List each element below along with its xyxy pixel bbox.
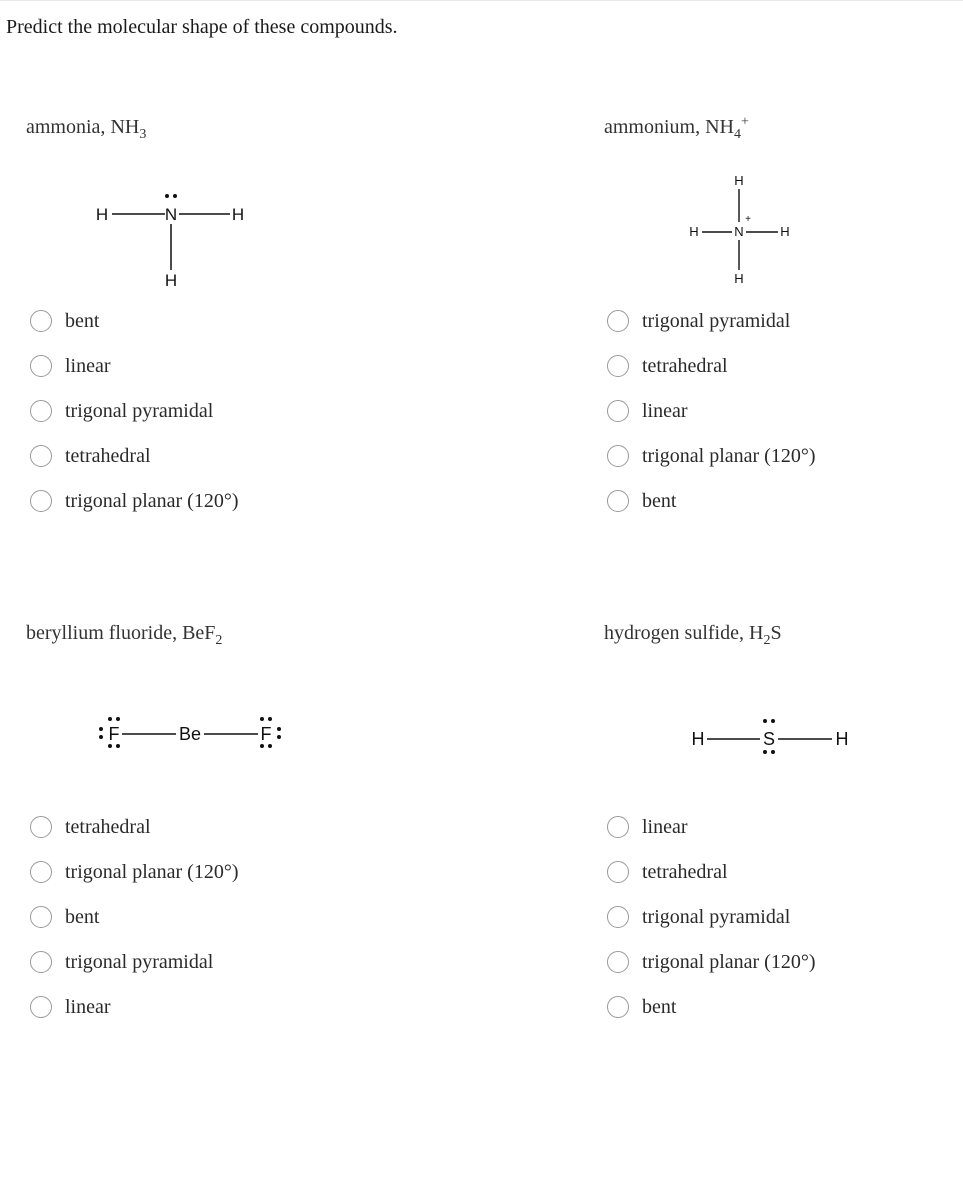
option-label: linear [65, 354, 111, 377]
ammonia-lewis-structure [80, 180, 280, 295]
option-trigonal-planar[interactable] [607, 442, 816, 470]
option-label: tetrahedral [65, 444, 151, 467]
compound-name: ammonia, [26, 116, 111, 138]
top-divider [0, 0, 963, 1]
option-linear[interactable] [607, 397, 688, 425]
option-linear[interactable] [30, 352, 111, 380]
option-label: trigonal pyramidal [642, 309, 791, 332]
radio-button[interactable] [30, 861, 52, 883]
radio-button[interactable] [30, 355, 52, 377]
option-label: trigonal planar (120°) [65, 489, 239, 512]
compound-name: beryllium fluoride, [26, 622, 183, 644]
formula-tail: S [770, 622, 782, 644]
lone-pair-dot [260, 744, 264, 748]
atom-label: H [835, 729, 849, 749]
compound-name: ammonium, [604, 116, 706, 138]
radio-button[interactable] [30, 400, 52, 422]
option-tetrahedral[interactable] [30, 442, 151, 470]
compound-label-ammonium [604, 114, 749, 142]
atom-label: H [164, 271, 178, 290]
formula-main: BeF [182, 622, 216, 644]
lone-pair-dot [165, 194, 169, 198]
lone-pair-dot [763, 719, 767, 723]
option-label: trigonal pyramidal [65, 399, 214, 422]
compound-formula [705, 114, 749, 142]
compound-label-beryllium-fluoride [26, 622, 223, 648]
radio-button[interactable] [30, 951, 52, 973]
option-tetrahedral[interactable] [607, 352, 728, 380]
beryllium-fluoride-lewis-structure [90, 700, 330, 770]
lone-pair-dot [771, 719, 775, 723]
option-label: tetrahedral [642, 860, 728, 883]
formula-superscript: + [741, 114, 749, 130]
option-bent[interactable] [607, 487, 676, 515]
option-linear[interactable] [30, 993, 111, 1021]
ammonium-lewis-structure [680, 166, 800, 290]
option-linear[interactable] [607, 813, 688, 841]
atom-label: Be [178, 724, 202, 744]
option-label: trigonal planar (120°) [642, 950, 816, 973]
radio-button[interactable] [607, 996, 629, 1018]
option-label: linear [65, 995, 111, 1018]
lone-pair-dot [108, 717, 112, 721]
radio-button[interactable] [30, 996, 52, 1018]
option-label: linear [642, 399, 688, 422]
lone-pair-dot [277, 735, 281, 739]
atom-label: H [689, 224, 699, 239]
radio-button[interactable] [607, 816, 629, 838]
lone-pair-dot [277, 727, 281, 731]
option-label: trigonal planar (120°) [65, 860, 239, 883]
option-label: trigonal planar (120°) [642, 444, 816, 467]
atom-label: H [780, 224, 790, 239]
radio-button[interactable] [607, 400, 629, 422]
option-trigonal-pyramidal[interactable] [607, 307, 790, 335]
compound-formula [182, 622, 223, 648]
question-prompt: Predict the molecular shape of these compounds. [6, 16, 398, 38]
atom-label: S [762, 729, 776, 749]
compound-formula [110, 116, 147, 142]
option-label: trigonal pyramidal [65, 950, 214, 973]
option-bent[interactable] [30, 903, 99, 931]
option-label: bent [642, 489, 677, 512]
compound-formula [748, 622, 782, 648]
option-trigonal-planar[interactable] [30, 487, 239, 515]
atom-label: N [164, 205, 178, 224]
lone-pair-dot [260, 717, 264, 721]
lone-pair-dot [173, 194, 177, 198]
option-label: linear [642, 815, 688, 838]
option-label: bent [65, 309, 100, 332]
atom-label: H [734, 271, 744, 286]
lone-pair-dot [99, 735, 103, 739]
option-tetrahedral[interactable] [30, 813, 151, 841]
option-label: bent [65, 905, 100, 928]
radio-button[interactable] [30, 310, 52, 332]
formula-subscript: 4 [734, 127, 741, 142]
radio-button[interactable] [30, 906, 52, 928]
radio-button[interactable] [30, 490, 52, 512]
lone-pair-dot [763, 750, 767, 754]
atom-label: H [231, 205, 245, 224]
formula-main: NH [110, 116, 140, 138]
radio-button[interactable] [607, 490, 629, 512]
lone-pair-dot [771, 750, 775, 754]
compound-label-ammonia [26, 116, 147, 142]
option-label: tetrahedral [642, 354, 728, 377]
radio-button[interactable] [607, 355, 629, 377]
radio-button[interactable] [607, 445, 629, 467]
formal-charge: + [745, 214, 751, 225]
radio-button[interactable] [30, 816, 52, 838]
option-trigonal-planar[interactable] [30, 858, 239, 886]
radio-button[interactable] [607, 951, 629, 973]
option-label: tetrahedral [65, 815, 151, 838]
lone-pair-dot [268, 717, 272, 721]
formula-main: H [748, 622, 764, 644]
atom-label: F [260, 724, 272, 744]
option-trigonal-pyramidal[interactable] [30, 948, 213, 976]
formula-subscript: 2 [763, 633, 771, 648]
radio-button[interactable] [30, 445, 52, 467]
lone-pair-dot [116, 717, 120, 721]
formula-subscript: 3 [139, 127, 147, 142]
lone-pair-dot [116, 744, 120, 748]
formula-main: NH [705, 116, 734, 138]
lone-pair-dot [99, 727, 103, 731]
radio-button[interactable] [607, 906, 629, 928]
option-tetrahedral[interactable] [607, 858, 728, 886]
atom-label: F [108, 724, 120, 744]
option-bent[interactable] [607, 993, 676, 1021]
radio-button[interactable] [607, 861, 629, 883]
option-trigonal-planar[interactable] [607, 948, 816, 976]
radio-button[interactable] [607, 310, 629, 332]
option-label: bent [642, 995, 677, 1018]
formula-subscript: 2 [215, 633, 223, 648]
lone-pair-dot [108, 744, 112, 748]
compound-name: hydrogen sulfide, [604, 622, 749, 644]
option-bent[interactable] [30, 307, 99, 335]
lone-pair-dot [268, 744, 272, 748]
option-trigonal-pyramidal[interactable] [607, 903, 790, 931]
hydrogen-sulfide-lewis-structure [680, 700, 880, 770]
compound-label-hydrogen-sulfide [604, 622, 782, 648]
atom-label: H [734, 173, 744, 188]
atom-label: H [95, 205, 109, 224]
option-trigonal-pyramidal[interactable] [30, 397, 213, 425]
atom-label: N [734, 224, 744, 239]
atom-label: H [691, 729, 705, 749]
option-label: trigonal pyramidal [642, 905, 791, 928]
